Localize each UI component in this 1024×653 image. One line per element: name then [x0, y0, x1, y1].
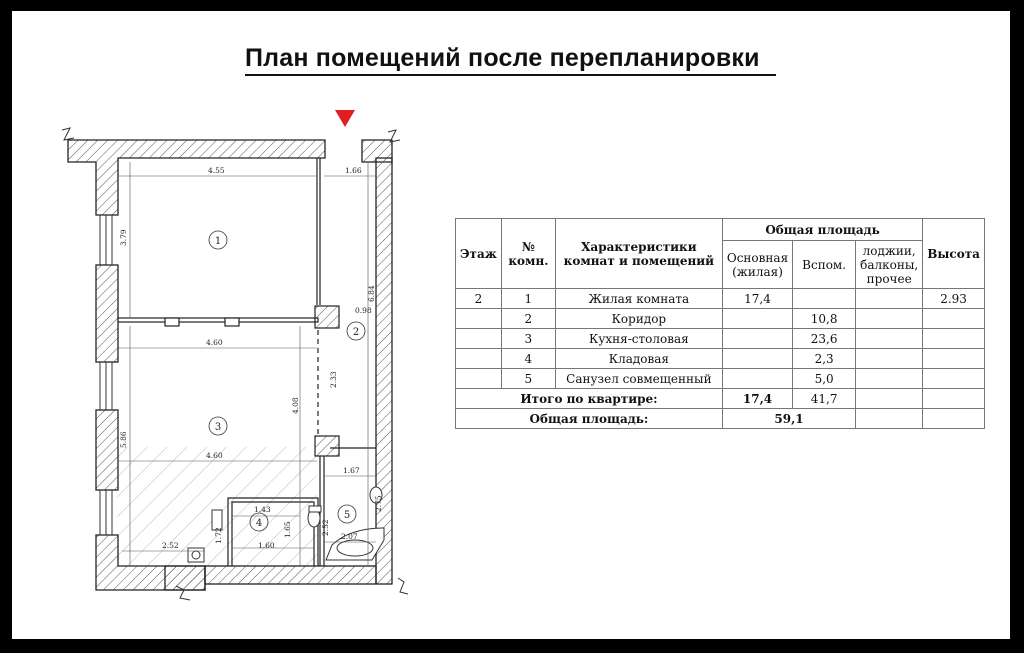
header-total-area: Общая площадь	[722, 219, 922, 241]
cell-floor: 2	[456, 289, 502, 309]
entrance-marker-icon	[335, 110, 355, 127]
dim-label: 2.75	[374, 495, 383, 512]
cell-no: 1	[501, 289, 555, 309]
cell-no: 3	[501, 329, 555, 349]
cell-aux: 10,8	[793, 309, 856, 329]
header-height: Высота	[923, 219, 985, 289]
room-area-table	[455, 218, 985, 429]
dim-label: 2.07	[341, 532, 358, 541]
dim-label: 1.43	[254, 505, 271, 514]
kitchen-floor-hatch	[117, 447, 317, 565]
cell-name: Кладовая	[555, 349, 722, 369]
cell-main: 17,4	[722, 289, 792, 309]
dim-label: 2.52	[321, 519, 330, 536]
cell-floor	[456, 309, 502, 329]
total-area-label: Общая площадь:	[456, 409, 723, 429]
cell-height	[923, 349, 985, 369]
dim-label: 1.66	[345, 166, 362, 175]
cell-floor	[456, 369, 502, 389]
room-number: 1	[214, 236, 222, 247]
table-row	[456, 329, 985, 349]
dim-label: 2.33	[329, 371, 338, 388]
cell-floor	[456, 329, 502, 349]
dim-label: 4.08	[291, 397, 300, 414]
cell-no: 4	[501, 349, 555, 369]
table-row	[456, 309, 985, 329]
cell-loggia	[856, 349, 923, 369]
dim-label: 6.84	[367, 285, 376, 302]
cell-name: Санузел совмещенный	[555, 369, 722, 389]
cell-name: Жилая комната	[555, 289, 722, 309]
room-number: 4	[255, 518, 263, 529]
total-area-value: 59,1	[722, 409, 855, 429]
total-area-height	[923, 409, 985, 429]
room-number: 3	[214, 422, 222, 433]
cell-main	[722, 369, 792, 389]
cell-loggia	[856, 369, 923, 389]
dim-label: 0.98	[355, 306, 372, 315]
table-row	[456, 289, 985, 309]
total-area-loggia	[856, 409, 923, 429]
total-apartment-label: Итого по квартире:	[456, 389, 723, 409]
cell-height	[923, 369, 985, 389]
cell-main	[722, 329, 792, 349]
cell-aux	[793, 289, 856, 309]
dim-label: 4.60	[206, 451, 223, 460]
header-floor: Этаж	[456, 219, 502, 289]
cell-aux: 23,6	[793, 329, 856, 349]
total-apartment-loggia	[856, 389, 923, 409]
header-room-no: № комн.	[501, 219, 555, 289]
cell-height	[923, 309, 985, 329]
room-number: 2	[352, 327, 360, 338]
dim-label: 5.86	[119, 431, 128, 448]
cell-floor	[456, 349, 502, 369]
dim-label: 1.65	[283, 521, 292, 538]
cell-height	[923, 329, 985, 349]
cell-name: Кухня-столовая	[555, 329, 722, 349]
total-area-row	[456, 409, 985, 429]
dim-label: 4.55	[208, 166, 225, 175]
page-title: План помещений после перепланировки	[245, 44, 760, 72]
cell-loggia	[856, 309, 923, 329]
cell-no: 2	[501, 309, 555, 329]
dim-label: 1.60	[258, 541, 275, 550]
header-aux: Вспом.	[793, 241, 856, 289]
cell-loggia	[856, 329, 923, 349]
header-main: Основная (жилая)	[722, 241, 792, 289]
table-row	[456, 349, 985, 369]
dim-label: 4.60	[206, 338, 223, 347]
cell-aux: 2,3	[793, 349, 856, 369]
dim-label: 1.72	[214, 527, 223, 544]
cell-name: Коридор	[555, 309, 722, 329]
dim-label: 2.52	[162, 541, 179, 550]
room-number: 5	[343, 510, 351, 521]
header-description: Характеристики комнат и помещений	[555, 219, 722, 289]
dim-label: 3.79	[119, 229, 128, 246]
cell-aux: 5,0	[793, 369, 856, 389]
cell-main	[722, 309, 792, 329]
cell-main	[722, 349, 792, 369]
total-apartment-row	[456, 389, 985, 409]
table-row	[456, 369, 985, 389]
dim-label: 1.67	[343, 466, 360, 475]
cell-height: 2.93	[923, 289, 985, 309]
total-apartment-main: 17,4	[722, 389, 792, 409]
total-apartment-aux: 41,7	[793, 389, 856, 409]
cell-no: 5	[501, 369, 555, 389]
cell-loggia	[856, 289, 923, 309]
header-loggia: лоджии, балконы, прочее	[856, 241, 923, 289]
stove-icon	[212, 510, 222, 530]
total-apartment-height	[923, 389, 985, 409]
